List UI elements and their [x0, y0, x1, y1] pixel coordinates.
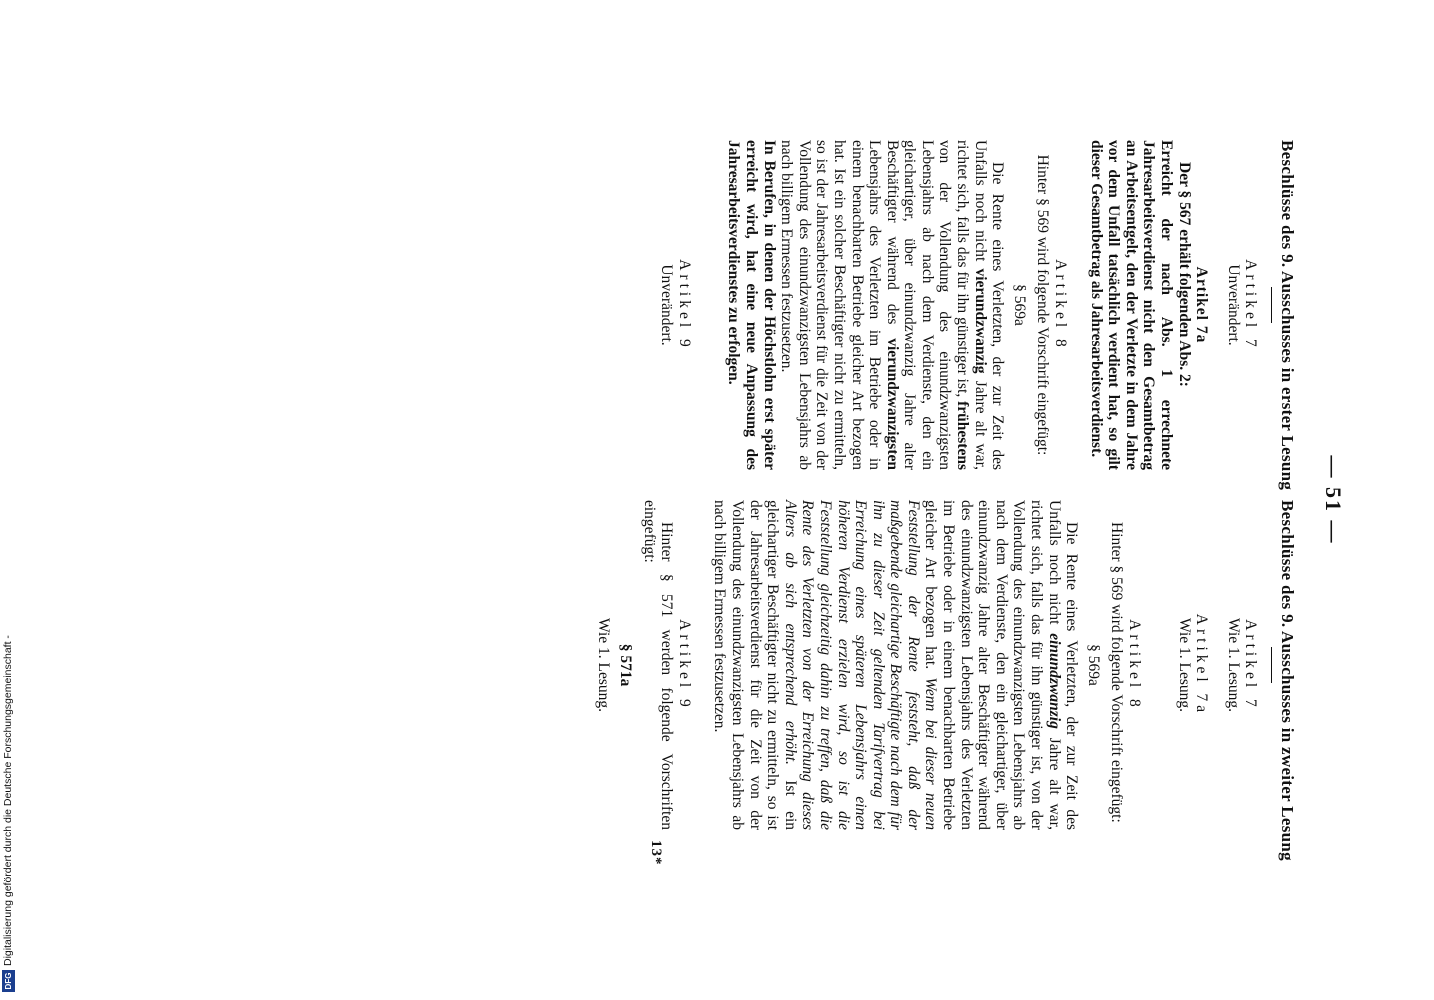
article-7-title: Artikel 7	[1242, 619, 1260, 711]
section-571a-title: § 571a	[617, 643, 634, 687]
article-7a-title: Artikel 7a	[1193, 266, 1211, 344]
heading-divider	[1271, 647, 1272, 683]
dfg-logo: DFG	[2, 970, 15, 992]
section-569a-paragraph-1: Die Rente eines Verletzten, der zur Zeit des Unfalls noch nicht einundzwanzig Jahre alt war, richtet sich, falls das für ihn günstiger ist, von der Vollendung des einundzwanzigsten Lebensjahrs ab nach dem Verdienste, den ein gleichartiger, über einundzwanzig Jahre alter Beschäftigter während des einundzwanzigsten Lebensjahrs des Verletzten im Betriebe oder in einem benachbarten Betriebe gleicher Art bezogen hat. Wenn bei dieser neuen Feststellung der Rente feststeht, daß der maßgebende gleichartige Beschäftigte nach dem für ihn zu dieser Zeit geltenden Tarifvertrag bei Erreichung eines späteren Lebensjahrs einen höheren Verdienst erzielen wird, so ist die Feststellung gleichzeitig dahin zu treffen, daß die Rente des Verletzten von der Erreichung dieses Alters ab sich entsprechend erhöht. Ist ein gleichartiger Beschäftigter nicht zu ermitteln, so ist der Jahresarbeitsverdienst für die Zeit von der Vollendung des einundzwanzigsten Lebensjahrs ab nach billigem Ermessen festzusetzen.	[711, 500, 1081, 831]
article-7-body: Unverändert.	[1224, 264, 1242, 346]
page-number: — 51 —	[1321, 455, 1346, 545]
article-7a-title: Artikel 7a	[1193, 613, 1211, 717]
article-8-title: Artikel 8	[1052, 259, 1070, 351]
section-569a-paragraph-2: In Berufen, in denen der Höchstlohn erst später erreicht wird, hat eine neue Anpassung des Jahresarbeitsverdienstes zu erfolgen.	[725, 140, 778, 470]
article-9-body: Unverändert.	[658, 264, 676, 346]
column-heading-second-reading: Beschlüsse des 9. Ausschusses in zweiter Lesung	[1278, 500, 1297, 861]
footer-text: Digitalisierung gefördert durch die Deutsche Forschungsgemeinschaft -	[2, 635, 14, 966]
article-8-intro: Hinter § 569 wird folgende Vorschrift eingefügt:	[1034, 154, 1052, 456]
signature-mark: 13*	[648, 840, 664, 866]
section-569a-paragraph-1: Die Rente eines Verletzten, der zur Zeit des Unfalls noch nicht vierundzwanzig Jahre alt war, richtet sich, falls das für ihn günstiger ist, frühestens von der Vollendung des einundzwanzigsten Lebensjahrs ab nach dem Verdienste, den ein gleichartiger, über einundzwanzig Jahre alter Beschäftigter während des vierundzwanzigsten Lebensjahrs des Verletzten im Betriebe oder in einem benachbarten Betriebe gleicher Art bezogen hat. Ist ein solcher Beschäftigter nicht zu ermitteln, so ist der Jahresarbeitsverdienst für die Zeit von der Vollendung des einundzwanzigsten Lebensjahrs ab nach billigem Ermessen festzusetzen.	[778, 140, 1007, 470]
column-heading-first-reading: Beschlüsse des 9. Ausschusses in erster Lesung	[1278, 140, 1297, 491]
section-569a-title: § 569a	[1010, 284, 1028, 326]
article-7a-body: Wie 1. Lesung.	[1175, 617, 1193, 713]
section-571a-body: Wie 1. Lesung.	[595, 617, 613, 713]
article-8-intro: Hinter § 569 wird folgende Vorschrift eingefügt:	[1108, 522, 1126, 823]
heading-divider	[1271, 287, 1272, 323]
article-9-intro: Hinter § 571 werden folgende Vorschriften eingefügt:	[640, 500, 676, 830]
article-7-title: Artikel 7	[1242, 259, 1260, 351]
digitization-footer	[0, 0, 16, 1000]
article-8-title: Artikel 8	[1126, 619, 1144, 711]
article-9-title: Artikel 9	[675, 259, 693, 351]
section-569a-title: § 569a	[1084, 644, 1102, 686]
column-first-reading	[658, 140, 1297, 491]
article-7-body: Wie 1. Lesung.	[1224, 617, 1242, 713]
article-9-title: Artikel 9	[675, 619, 693, 711]
article-7a-intro: Der § 567 erhält folgenden Abs. 2:	[1175, 162, 1193, 387]
article-7a-body: Erreicht der nach Abs. 1 errechnete Jahresarbeitsverdienst nicht den Gesamtbetrag an Arbeitsentgelt, den der Verletzte in dem Jahre vor dem Unfall tatsächlich verdient hat, so gilt dieser Gesamtbetrag als Jahresarbeitsverdienst.	[1087, 140, 1176, 470]
